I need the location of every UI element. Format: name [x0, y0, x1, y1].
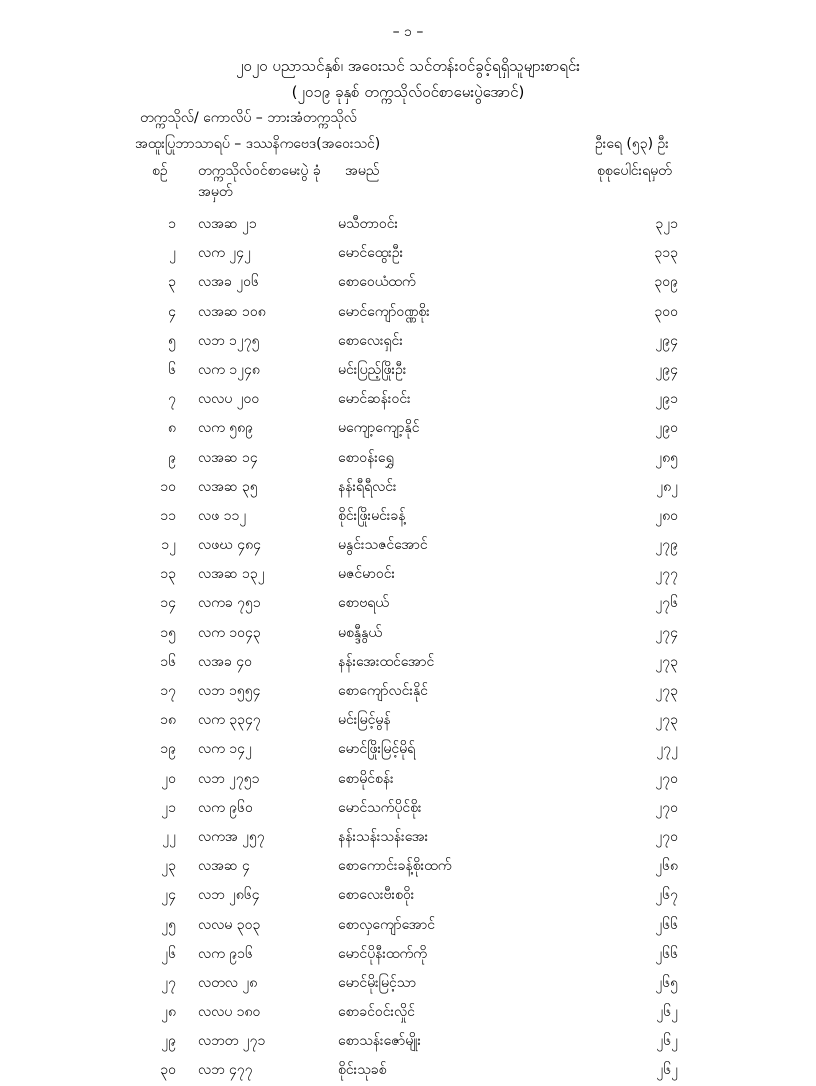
table-row: [0, 502, 816, 531]
cell-no: ၂၄: [161, 887, 176, 904]
cell-roll: လလမ ၃၀၃: [198, 916, 261, 933]
cell-no: ၂၀: [161, 770, 176, 787]
cell-no: ၃၀: [160, 1062, 176, 1079]
cell-no: ၁၇: [160, 683, 176, 699]
cell-total: ၂၆၂: [656, 1033, 678, 1050]
cell-roll: လအဆ ၁၃၂: [198, 566, 265, 583]
table-row: [0, 1027, 816, 1056]
cell-name: စောခင်ဝင်းလှိုင်: [338, 1004, 415, 1021]
cell-roll: လကခ ၇၅၁: [198, 595, 261, 612]
cell-total: ၂၇၃: [655, 712, 678, 729]
cell-roll: လက ၉၁၆: [198, 945, 253, 962]
cell-name: စောကျော်လင်းနိုင်: [338, 683, 428, 699]
cell-no: ၂၅: [161, 916, 176, 933]
cell-roll: လက ၁၄၂: [198, 741, 252, 758]
cell-total: ၂၇၀: [655, 799, 678, 816]
cell-roll: လဖဃ ၄၈၄: [198, 537, 261, 554]
cell-roll: လက ၉၆၀: [198, 799, 253, 816]
cell-no: ၂၂: [162, 828, 176, 845]
table-row: [0, 444, 816, 473]
cell-total: ၂၇၇: [655, 566, 678, 583]
cell-total: ၂၉၄: [655, 332, 678, 349]
table-row: [0, 940, 816, 969]
cell-name: စောမိုင်စန်း: [338, 770, 394, 787]
cell-name: မင်းပြည့်ဖြိုးဦး: [338, 361, 407, 378]
major-subject-line: အထူးပြုဘာသာရပ် – ဒဿနိကဗေဒ(အဝေးသင်): [135, 136, 381, 152]
cell-no: ၁၀: [160, 478, 176, 495]
cell-roll: လက ၃၃၄၇: [198, 712, 261, 729]
cell-roll: လက ၁၂၄၈: [198, 361, 260, 378]
table-row: [0, 531, 816, 560]
cell-name: စောကောင်းခန့်စိုးထက်: [338, 858, 452, 875]
cell-roll: လဘ ၁၂၇၅: [198, 332, 260, 349]
cell-name: စောဝေယံထက်: [338, 274, 416, 291]
cell-total: ၂၆၅: [655, 974, 678, 991]
cell-no: ၅: [168, 332, 176, 349]
table-row: [0, 298, 816, 327]
cell-no: ၇: [168, 391, 176, 408]
cell-name: စောလှကျော်အောင်: [338, 916, 436, 933]
table-row: [0, 852, 816, 881]
table-row: [0, 356, 816, 385]
cell-name: မင်းမြင့်မွန်: [338, 712, 391, 729]
table-row: [0, 823, 816, 852]
cell-no: ၁၈: [160, 712, 176, 729]
cell-total: ၃၂၁: [655, 216, 678, 232]
cell-total: ၃၀၉: [654, 274, 678, 291]
table-row: [0, 619, 816, 648]
cell-no: ၂၁: [161, 799, 176, 816]
page-number: – ၁ –: [392, 24, 424, 40]
document-title: ၂၀၂၀ ပညာသင်နှစ်၊ အဝေးသင် သင်တန်းဝင်ခွင့်ရရှိသူများစာရင်း: [236, 57, 580, 75]
cell-roll: လဘ ၂၈၆၄: [198, 887, 260, 904]
table-row: [0, 327, 816, 356]
cell-roll: လအခ ၄၀: [198, 653, 253, 670]
cell-no: ၂၇: [161, 974, 176, 991]
table-row: [0, 765, 816, 794]
cell-name: မကျော့ကျော့နိုင်: [338, 420, 420, 437]
column-header-roll: တက္ကသိုလ်ဝင်စာမေးပွဲ ခုံအမှတ်: [198, 163, 321, 200]
table-row: [0, 473, 816, 502]
cell-roll: လအဆ ၃၅: [198, 478, 258, 495]
cell-roll: လက ၁၀၄၃: [198, 624, 261, 641]
cell-roll: လဖ ၁၁၂: [198, 507, 247, 524]
cell-roll: လအဆ ၂၁: [198, 216, 257, 232]
cell-total: ၂၉၄: [655, 361, 678, 378]
cell-no: ၈: [168, 420, 176, 437]
cell-no: ၃: [168, 274, 176, 291]
table-row: [0, 385, 816, 414]
cell-name: မစန္ဒီနွယ်: [338, 624, 382, 641]
cell-total: ၃၁၃: [654, 245, 678, 262]
cell-total: ၂၆၆: [655, 945, 678, 962]
cell-name: စိုင်းသုခစ်: [338, 1062, 387, 1079]
cell-total: ၂၇၀: [655, 828, 678, 845]
cell-no: ၁၂: [161, 537, 176, 554]
table-row: [0, 735, 816, 764]
cell-name: မောင်ပိုနီးထက်ကို: [338, 945, 427, 962]
cell-roll: လက ၅၈၉: [198, 420, 254, 437]
cell-no: ၂၆: [161, 945, 176, 962]
cell-no: ၁၁: [160, 507, 176, 524]
cell-total: ၂၉၀: [655, 420, 678, 437]
cell-name: မောင်ဆန်းဝင်း: [338, 391, 411, 408]
table-row: [0, 911, 816, 940]
cell-name: မနွင်းသဇင်အောင်: [338, 537, 428, 554]
table-row: [0, 414, 816, 443]
cell-total: ၂၆၆: [655, 916, 678, 933]
cell-total: ၂၆၈: [655, 858, 678, 875]
cell-roll: လက ၂၄၂: [198, 245, 251, 262]
cell-total: ၃၀၀: [654, 303, 678, 320]
cell-name: မောင်ထွေးဦး: [338, 245, 404, 262]
cell-name: စိုင်းဖြိုးမင်းခန့်: [338, 507, 406, 524]
cell-name: စောသန်းဇော်မျိုး: [338, 1033, 422, 1050]
cell-name: နန်းအေးထင်အောင်: [338, 653, 435, 670]
cell-total: ၂၇၉: [655, 537, 678, 554]
table-row: [0, 969, 816, 998]
cell-total: ၂၇၀: [655, 770, 678, 787]
table-row: [0, 998, 816, 1027]
cell-no: ၉: [168, 449, 176, 466]
cell-roll: လဘ ၄၇၇: [198, 1062, 253, 1079]
cell-total: ၂၆၂: [656, 1004, 678, 1021]
cell-no: ၂၈: [161, 1004, 176, 1021]
column-header-total: စုစုပေါင်းရမှတ်: [597, 163, 672, 179]
cell-total: ၂၈၀: [655, 507, 678, 524]
cell-total: ၂၇၃: [655, 653, 678, 670]
cell-no: ၂: [169, 245, 176, 262]
cell-total: ၂၇၄: [655, 624, 678, 641]
cell-name: စောဗရယ်: [338, 595, 389, 612]
cell-name: စောလေးရှင်း: [338, 332, 403, 349]
table-row: [0, 1056, 816, 1085]
table-row: [0, 794, 816, 823]
cell-roll: လအဆ ၄: [198, 858, 250, 875]
cell-name: မောင်မိုးမြင့်သာ: [338, 974, 417, 991]
results-table: [0, 210, 816, 1086]
cell-name: စောလေးဗီးစဝိုး: [338, 887, 415, 904]
table-row: [0, 881, 816, 910]
cell-no: ၁: [168, 216, 176, 232]
table-row: [0, 268, 816, 297]
cell-total: ၂၈၅: [655, 449, 678, 466]
cell-no: ၂၉: [161, 1033, 176, 1050]
cell-roll: လအဆ ၁၀၈: [198, 303, 266, 320]
cell-roll: လအခ ၂၀၆: [198, 274, 259, 291]
cell-total: ၂၈၂: [656, 478, 678, 495]
cell-roll: လဘတ ၂၇၁: [198, 1033, 266, 1050]
student-count: ဦးရေ (၅၃) ဦး: [595, 136, 669, 152]
table-row: [0, 706, 816, 735]
cell-roll: လအဆ ၁၄: [198, 449, 258, 466]
cell-name: မဇင်မာဝင်း: [338, 566, 396, 583]
table-row: [0, 589, 816, 618]
table-row: [0, 239, 816, 268]
cell-name: စောဝန်းရွှေ: [338, 449, 394, 466]
cell-name: နန်းသန်းသန်းအေး: [338, 828, 429, 845]
document-subtitle: (၂၀၁၉ ခုနှစ် တက္ကသိုလ်ဝင်စာမေးပွဲအောင်): [291, 83, 525, 101]
cell-roll: လဘ ၂၇၅၁: [198, 770, 260, 787]
cell-total: ၂၇၃: [655, 683, 678, 699]
cell-no: ၆: [168, 361, 176, 378]
cell-name: မောင်သက်ပိုင်စိုး: [338, 799, 422, 816]
cell-no: ၁၄: [160, 595, 176, 612]
cell-no: ၁၅: [160, 624, 176, 641]
column-header-no: စဉ်: [152, 163, 168, 179]
cell-total: ၂၆၂: [656, 1062, 678, 1079]
cell-roll: လဘ ၁၅၅၄: [198, 683, 261, 699]
cell-total: ၂၇၆: [655, 595, 678, 612]
university-line: တက္ကသိုလ်/ ကောလိပ် – ဘားအံတက္ကသိုလ်: [140, 110, 357, 126]
cell-total: ၂၇၂: [656, 741, 678, 758]
cell-total: ၂၆၇: [655, 887, 678, 904]
cell-roll: လကအ ၂၅၇: [198, 828, 265, 845]
table-row: [0, 648, 816, 677]
table-row: [0, 560, 816, 589]
cell-name: မသီတာဝင်း: [338, 216, 399, 232]
table-row: [0, 210, 816, 239]
table-row: [0, 677, 816, 706]
cell-name: မောင်ဖြိုးမြင့်မိုရ်: [338, 741, 416, 758]
cell-no: ၁၃: [160, 566, 176, 583]
cell-no: ၁၉: [160, 741, 176, 758]
cell-roll: လလပ ၂၀၀: [198, 391, 260, 408]
cell-total: ၂၉၁: [655, 391, 678, 408]
cell-no: ၂၃: [161, 858, 176, 875]
cell-no: ၄: [168, 303, 176, 320]
cell-roll: လလပ ၁၈၀: [198, 1004, 261, 1021]
cell-roll: လတလ ၂၈: [198, 974, 258, 991]
column-header-name: အမည်: [345, 163, 380, 179]
cell-name: နန်းရီရီလင်း: [338, 478, 397, 495]
cell-no: ၁၆: [160, 653, 176, 670]
cell-name: မောင်ကျော်ဝဏ္ဏစိုး: [338, 303, 430, 320]
